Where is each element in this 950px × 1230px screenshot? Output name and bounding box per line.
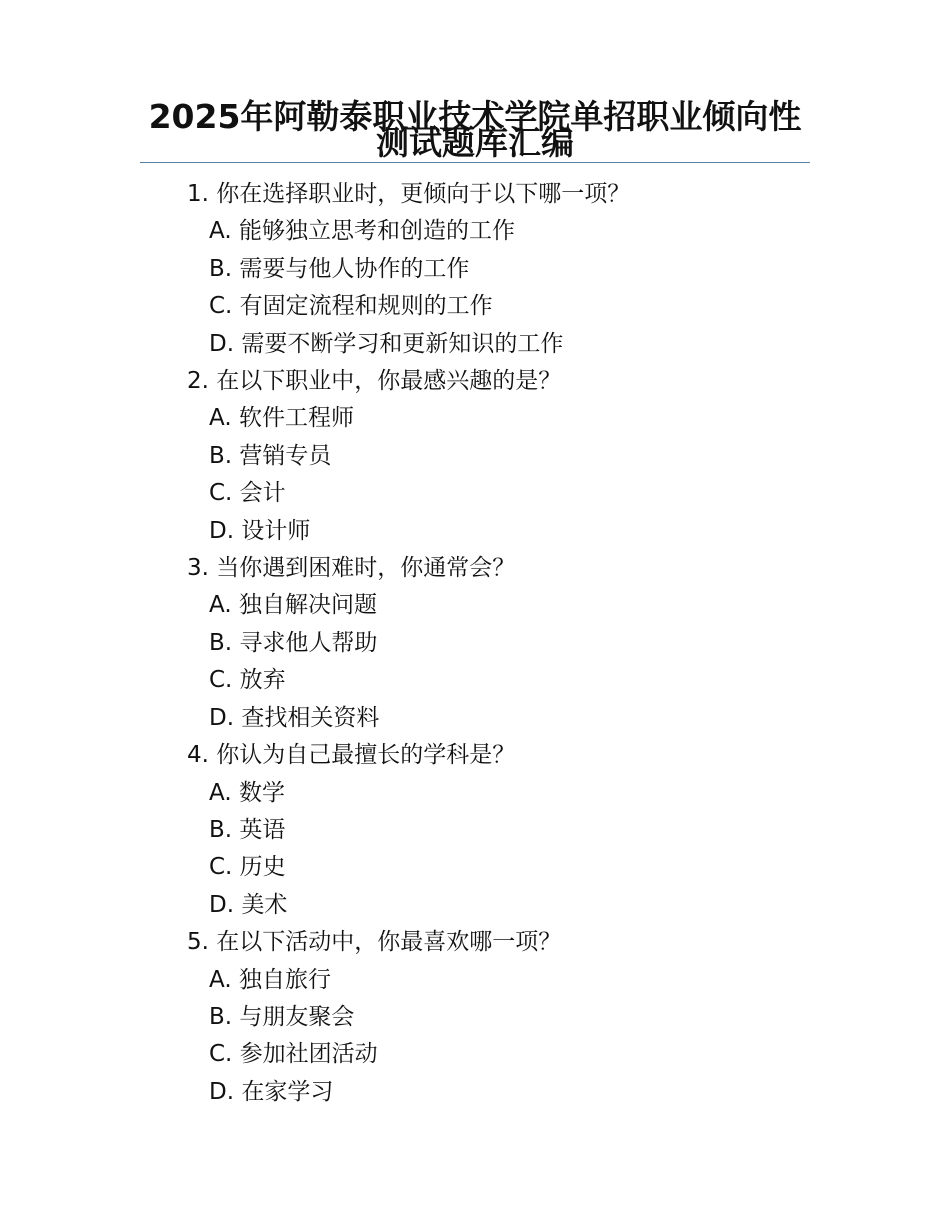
option-b: B. 需要与他人协作的工作 [209,255,470,282]
question-text: 5. 在以下活动中，你最喜欢哪一项？ [187,929,562,956]
option-c: C. 有固定流程和规则的工作 [209,293,493,320]
option-c: C. 放弃 [209,667,286,694]
option-d: D. 美术 [209,891,288,918]
question-3 [187,550,827,737]
question-4 [187,737,827,924]
question-5 [187,924,827,1111]
option-a: A. 数学 [209,779,285,806]
question-list [187,176,827,1111]
option-a: A. 独自解决问题 [209,592,377,619]
option-d: D. 需要不断学习和更新知识的工作 [209,330,564,357]
option-b: B. 寻求他人帮助 [209,629,378,656]
option-d: D. 在家学习 [209,1078,334,1105]
option-b: B. 营销专员 [209,442,332,469]
option-c: C. 会计 [209,480,286,507]
option-b: B. 与朋友聚会 [209,1003,355,1030]
option-c: C. 历史 [209,854,286,881]
option-c: C. 参加社团活动 [209,1041,378,1068]
option-a: A. 软件工程师 [209,405,354,432]
option-d: D. 查找相关资料 [209,704,380,731]
document-title: 2025年阿勒泰职业技术学院单招职业倾向性测试题库汇编 [148,97,802,162]
question-1 [187,176,827,363]
option-b: B. 英语 [209,816,286,843]
option-a: A. 能够独立思考和创造的工作 [209,218,515,245]
question-text: 4. 你认为自己最擅长的学科是？ [187,742,516,769]
question-text: 2. 在以下职业中，你最感兴趣的是？ [187,368,562,395]
option-d: D. 设计师 [209,517,311,544]
question-text: 1. 你在选择职业时，更倾向于以下哪一项？ [187,181,631,207]
question-text: 3. 当你遇到困难时，你通常会？ [187,555,516,582]
title-divider [140,162,810,163]
question-2 [187,363,827,550]
option-a: A. 独自旅行 [209,966,331,993]
